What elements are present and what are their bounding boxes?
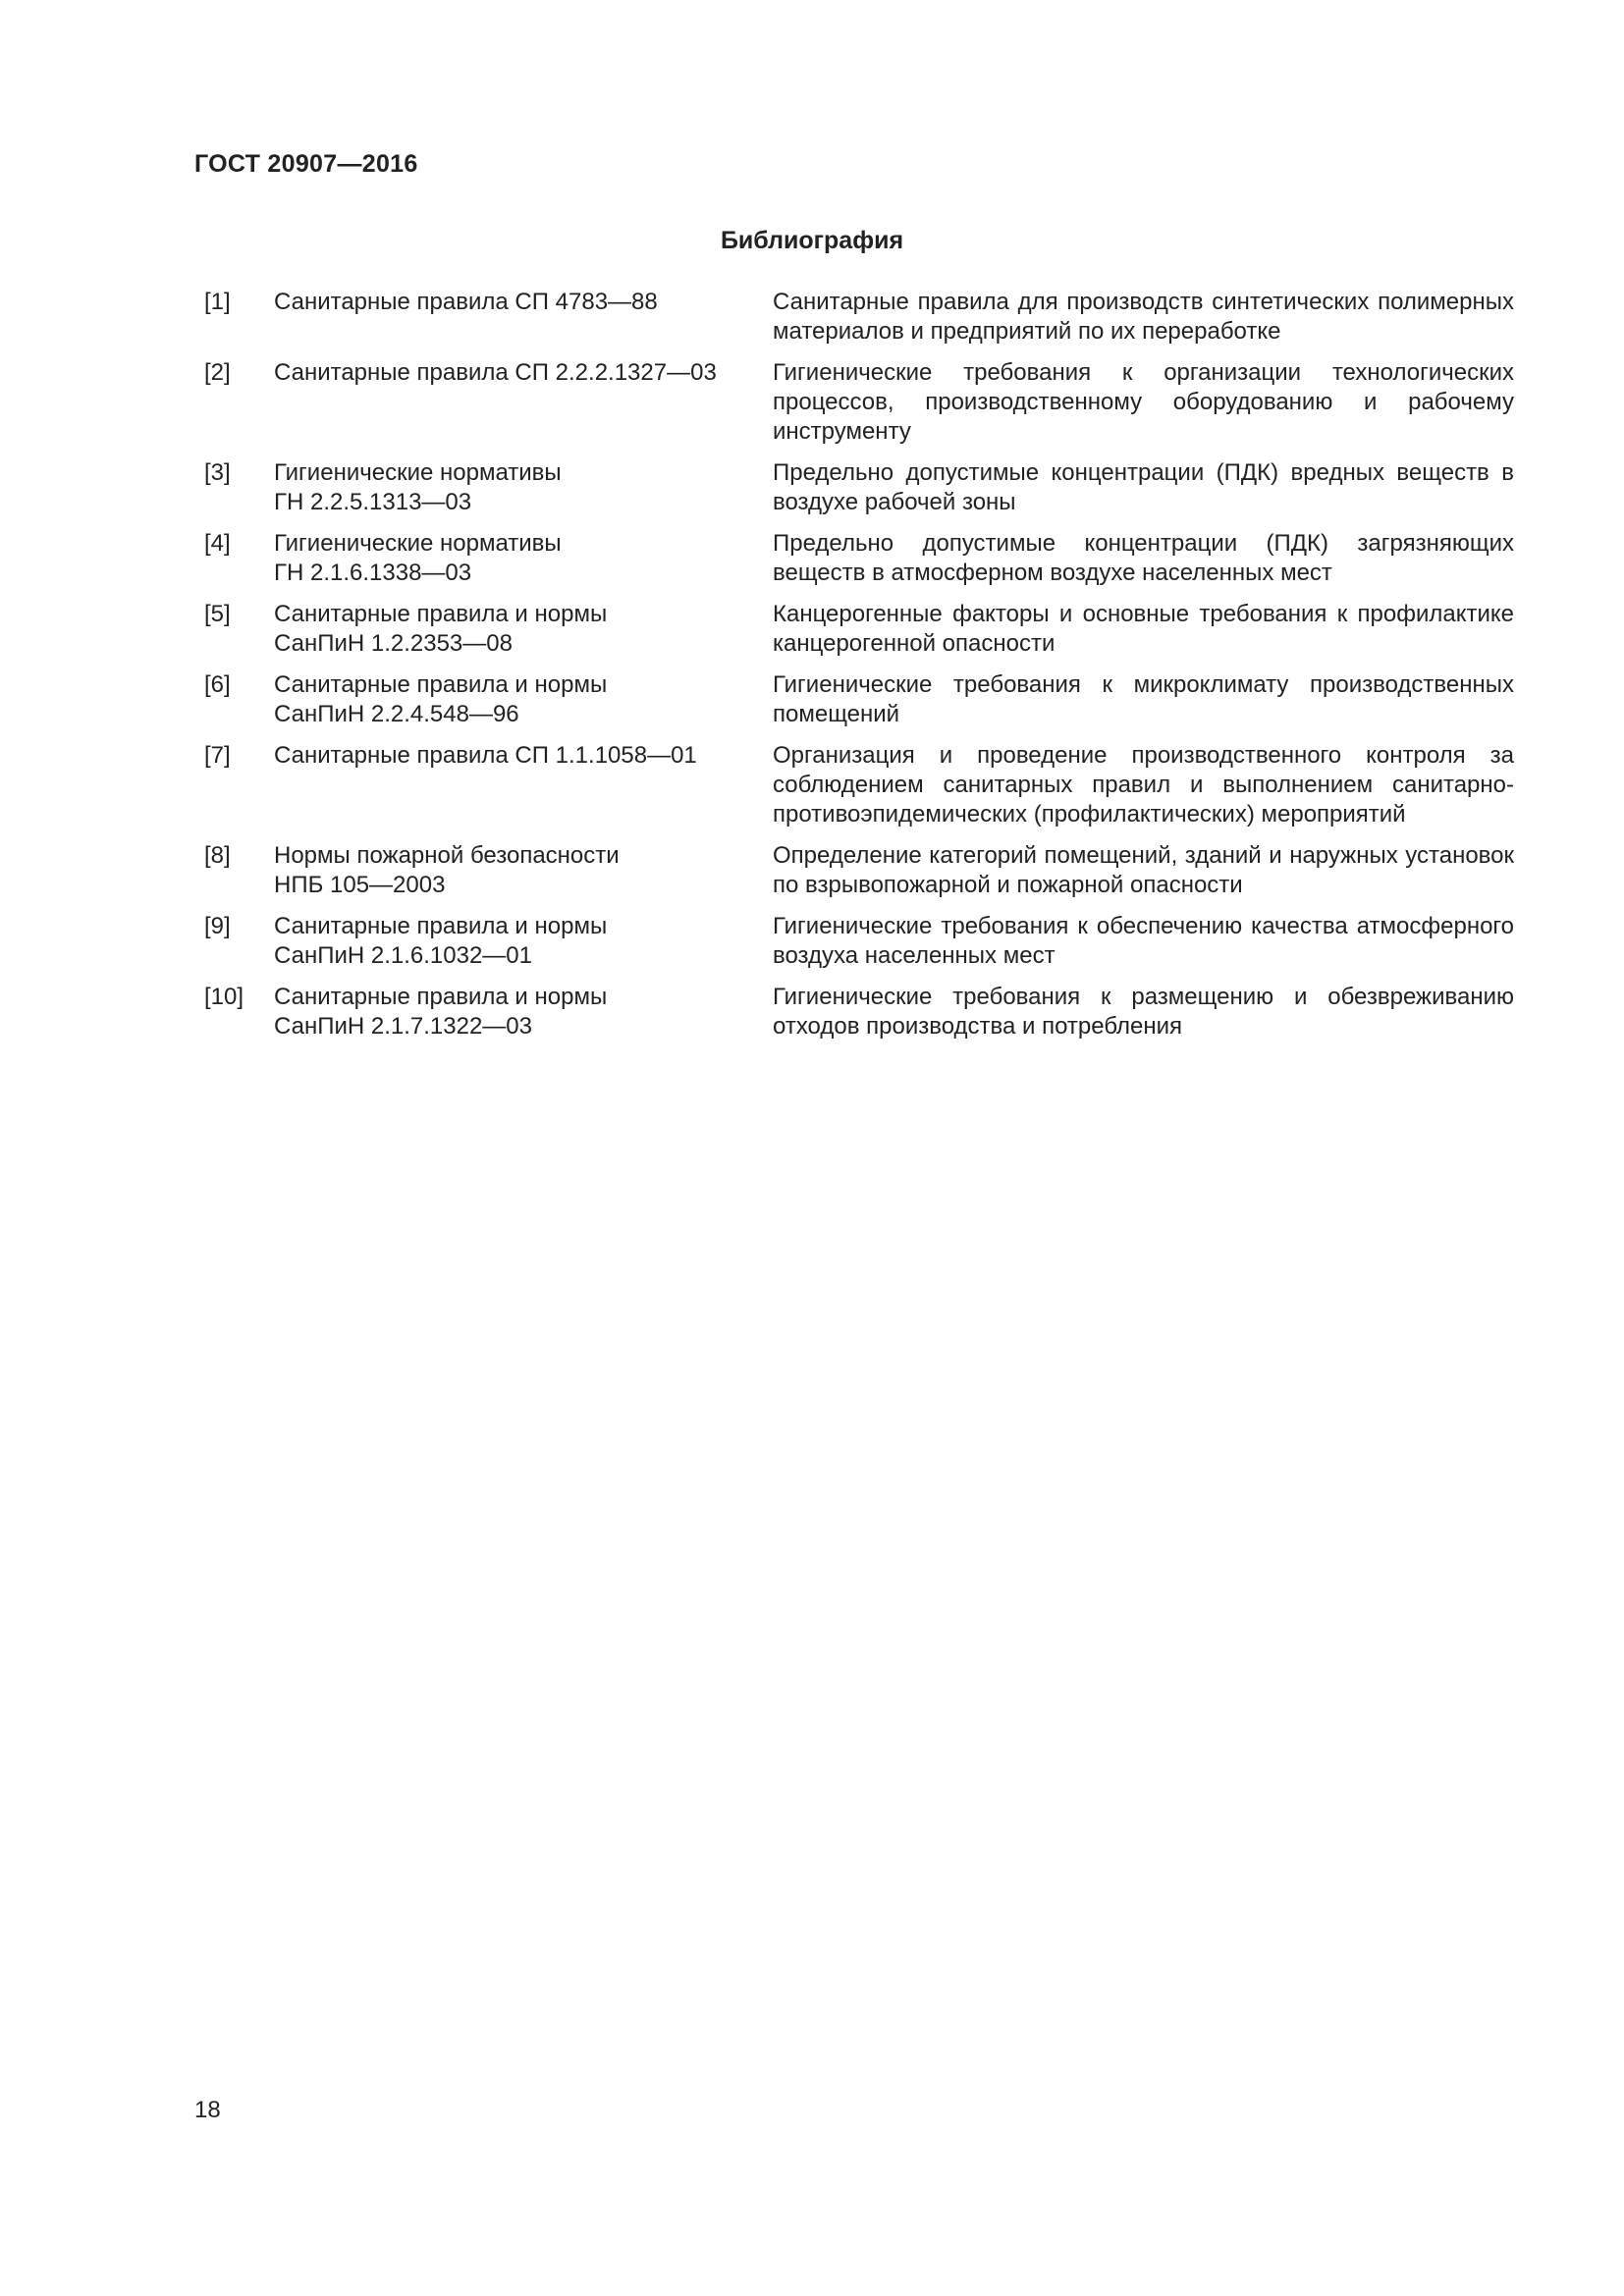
entry-description: Канцерогенные факторы и основные требования к профилактике канцерогенной опасности xyxy=(773,601,1514,657)
entry-description: Предельно допустимые концентрации (ПДК) загрязняющих веществ в атмосферном воздухе населенных мест xyxy=(773,530,1514,586)
entry-reference: Гигиенические нормативы ГН 2.1.6.1338—03 xyxy=(274,530,562,586)
entry-description: Гигиенические требования к организации технологических процессов, производственному оборудованию и рабочему инструменту xyxy=(773,359,1514,445)
bibliography-entry xyxy=(0,741,1624,841)
entry-reference: Санитарные правила и нормы СанПиН 2.1.6.1032—01 xyxy=(274,913,608,969)
entry-reference: Нормы пожарной безопасности НПБ 105—2003 xyxy=(274,842,620,898)
entry-number: [6] xyxy=(204,671,231,698)
page-number: 18 xyxy=(194,2097,221,2123)
entry-number: [4] xyxy=(204,530,231,557)
entry-number: [9] xyxy=(204,913,231,939)
document-header: ГОСТ 20907—2016 xyxy=(194,150,418,178)
bibliography-entry xyxy=(0,358,1624,458)
bibliography-entry xyxy=(0,600,1624,670)
entry-number: [5] xyxy=(204,601,231,627)
entry-reference: Санитарные правила и нормы СанПиН 2.2.4.548—96 xyxy=(274,671,608,727)
entry-number: [10] xyxy=(204,984,244,1010)
entry-number: [8] xyxy=(204,842,231,869)
bibliography-entry xyxy=(0,912,1624,983)
bibliography-entry xyxy=(0,529,1624,600)
entry-description: Санитарные правила для производств синтетических полимерных материалов и предприятий по их переработке xyxy=(773,289,1514,345)
bibliography-list xyxy=(0,288,1624,1053)
bibliography-entry xyxy=(0,983,1624,1053)
entry-reference: Санитарные правила СП 1.1.1058—01 xyxy=(274,742,697,769)
bibliography-entry xyxy=(0,288,1624,358)
entry-reference: Санитарные правила и нормы СанПиН 2.1.7.1322—03 xyxy=(274,984,608,1040)
entry-description: Гигиенические требования к микроклимату производственных помещений xyxy=(773,671,1514,727)
bibliography-entry xyxy=(0,670,1624,741)
bibliography-entry xyxy=(0,841,1624,912)
entry-description: Гигиенические требования к размещению и обезвреживанию отходов производства и потребления xyxy=(773,984,1514,1040)
entry-number: [2] xyxy=(204,359,231,386)
entry-description: Организация и проведение производственного контроля за соблюдением санитарных правил и выполнением санитарно-противоэпидемических (профилактических) мероприятий xyxy=(773,742,1514,828)
entry-reference: Санитарные правила СП 2.2.2.1327—03 xyxy=(274,359,717,386)
entry-description: Гигиенические требования к обеспечению качества атмосферного воздуха населенных мест xyxy=(773,913,1514,969)
entry-number: [1] xyxy=(204,289,231,315)
entry-reference: Гигиенические нормативы ГН 2.2.5.1313—03 xyxy=(274,459,562,515)
entry-description: Определение категорий помещений, зданий и наружных установок по взрывопожарной и пожарной опасности xyxy=(773,842,1514,898)
entry-number: [3] xyxy=(204,459,231,486)
bibliography-title: Библиография xyxy=(720,227,904,254)
entry-number: [7] xyxy=(204,742,231,769)
entry-description: Предельно допустимые концентрации (ПДК) вредных веществ в воздухе рабочей зоны xyxy=(773,459,1514,515)
entry-reference: Санитарные правила и нормы СанПиН 1.2.2353—08 xyxy=(274,601,608,657)
entry-reference: Санитарные правила СП 4783—88 xyxy=(274,289,658,315)
bibliography-entry xyxy=(0,458,1624,529)
